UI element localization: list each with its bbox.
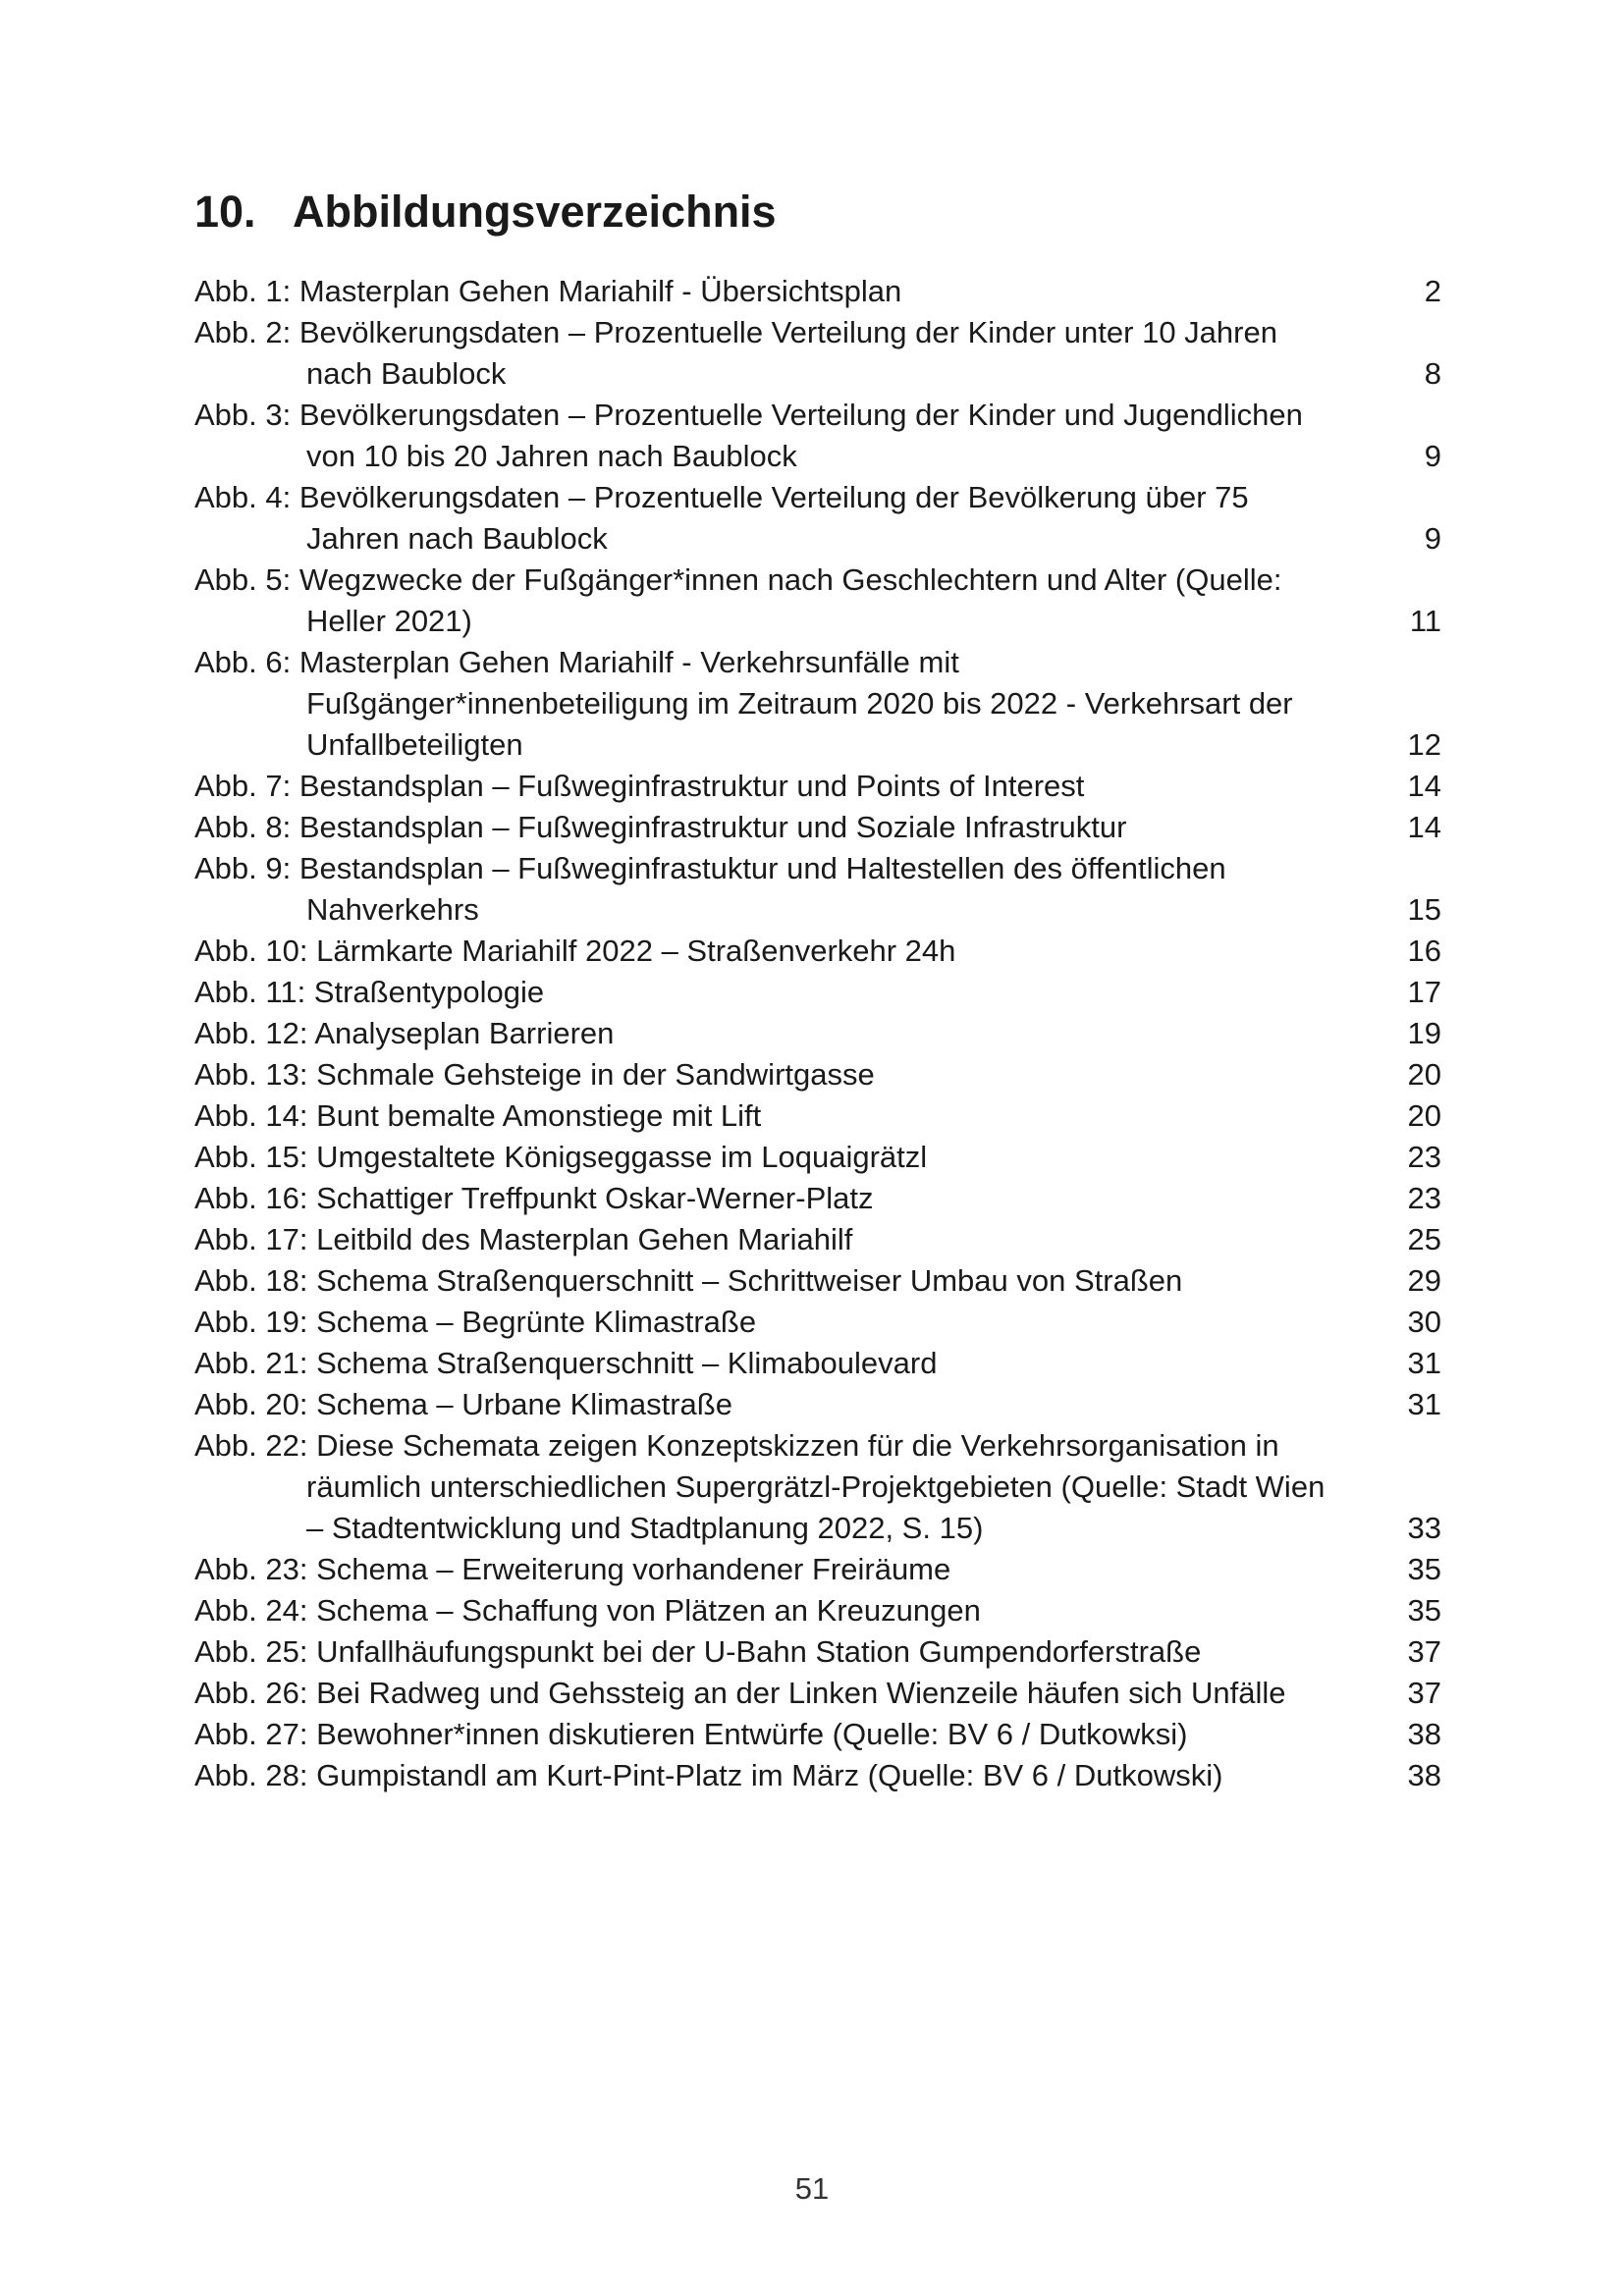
figure-caption: Abb. 3: Bevölkerungsdaten – Prozentuelle Verteilung der Kinder und Jugendlichen [194,398,1303,432]
figure-caption: Abb. 20: Schema – Urbane Klimastraße [194,1387,732,1421]
figure-page-number: 11 [1409,604,1441,638]
figure-caption: Abb. 17: Leitbild des Masterplan Gehen Mariahilf [194,1222,853,1256]
figure-entry [194,1714,1441,1755]
figure-entry [194,1054,1441,1095]
figure-caption: Abb. 21: Schema Straßenquerschnitt – Klimaboulevard [194,1346,938,1380]
figure-page-number: 9 [1424,439,1441,473]
figure-page-number: 37 [1407,1676,1441,1710]
figure-entry [194,1755,1441,1796]
figure-caption: Abb. 16: Schattiger Treffpunkt Oskar-Werner-Platz [194,1181,874,1215]
figure-caption-continuation: Fußgänger*innenbeteiligung im Zeitraum 2020 bis 2022 - Verkehrsart der [306,686,1293,721]
figure-page-number: 20 [1407,1098,1441,1133]
figure-caption: Abb. 23: Schema – Erweiterung vorhandener Freiräume [194,1552,951,1586]
figure-page-number: 15 [1407,892,1441,927]
section-heading [194,183,777,241]
section-number: 10. [194,187,256,237]
figure-caption-continuation: Jahren nach Baublock [306,521,608,556]
figure-caption: Abb. 19: Schema – Begrünte Klimastraße [194,1305,757,1339]
figure-page-number: 25 [1407,1222,1441,1256]
figure-entry [194,1590,1441,1631]
figure-entry [194,642,1441,766]
figure-caption: Abb. 22: Diese Schemata zeigen Konzeptskizzen für die Verkehrsorganisation in [194,1428,1279,1463]
figure-page-number: 29 [1407,1263,1441,1298]
figure-entry [194,1425,1441,1549]
figure-page-number: 38 [1407,1717,1441,1751]
figure-entry [194,1631,1441,1673]
figure-caption: Abb. 12: Analyseplan Barrieren [194,1016,615,1050]
figure-page-number: 31 [1407,1346,1441,1380]
figure-caption: Abb. 24: Schema – Schaffung von Plätzen an Kreuzungen [194,1593,981,1628]
figure-page-number: 2 [1424,274,1441,308]
figure-entry [194,1013,1441,1054]
section-title: Abbildungsverzeichnis [293,187,777,237]
figure-entry [194,395,1441,477]
figure-caption-continuation: nach Baublock [306,356,507,391]
figure-caption: Abb. 2: Bevölkerungsdaten – Prozentuelle Verteilung der Kinder unter 10 Jahren [194,315,1277,349]
figure-entry [194,931,1441,972]
page-number: 51 [794,2171,830,2206]
figure-entry [194,1384,1441,1425]
figure-caption-continuation: von 10 bis 20 Jahren nach Baublock [306,439,797,473]
figure-list [194,271,1441,1796]
figure-entry [194,312,1441,395]
figure-caption: Abb. 10: Lärmkarte Mariahilf 2022 – Straßenverkehr 24h [194,934,956,968]
figure-caption-continuation: Nahverkehrs [306,892,479,927]
figure-caption: Abb. 25: Unfallhäufungspunkt bei der U-Bahn Station Gumpendorferstraße [194,1634,1202,1669]
figure-page-number: 20 [1407,1057,1441,1092]
figure-caption: Abb. 27: Bewohner*innen diskutieren Entwürfe (Quelle: BV 6 / Dutkowksi) [194,1717,1188,1751]
figure-entry [194,1260,1441,1302]
figure-page-number: 35 [1407,1552,1441,1586]
figure-caption-continuation: räumlich unterschiedlichen Supergrätzl-Projektgebieten (Quelle: Stadt Wien [306,1469,1326,1504]
figure-page-number: 17 [1407,975,1441,1009]
figure-entry [194,807,1441,848]
figure-page-number: 14 [1407,810,1441,844]
figure-caption-continuation: – Stadtentwicklung und Stadtplanung 2022, S. 15) [306,1511,984,1545]
figure-page-number: 23 [1407,1140,1441,1174]
figure-entry [194,1095,1441,1137]
figure-page-number: 33 [1407,1511,1441,1545]
figure-page-number: 12 [1407,727,1441,762]
figure-caption: Abb. 15: Umgestaltete Königseggasse im Loquaigrätzl [194,1140,928,1174]
figure-page-number: 19 [1407,1016,1441,1050]
figure-entry [194,1219,1441,1260]
figure-page-number: 37 [1407,1634,1441,1669]
figure-entry [194,1549,1441,1590]
figure-page-number: 38 [1407,1758,1441,1792]
figure-page-number: 30 [1407,1305,1441,1339]
figure-caption: Abb. 7: Bestandsplan – Fußweginfrastruktur und Points of Interest [194,769,1085,803]
figure-entry [194,1137,1441,1178]
figure-caption: Abb. 13: Schmale Gehsteige in der Sandwirtgasse [194,1057,875,1092]
figure-entry [194,1673,1441,1714]
figure-entry [194,477,1441,560]
figure-caption: Abb. 4: Bevölkerungsdaten – Prozentuelle Verteilung der Bevölkerung über 75 [194,480,1249,514]
figure-entry [194,560,1441,642]
figure-entry [194,766,1441,807]
figure-caption-continuation: Heller 2021) [306,604,472,638]
figure-caption: Abb. 18: Schema Straßenquerschnitt – Schrittweiser Umbau von Straßen [194,1263,1183,1298]
figure-caption: Abb. 14: Bunt bemalte Amonstiege mit Lift [194,1098,762,1133]
figure-entry [194,271,1441,312]
figure-entry [194,1343,1441,1384]
figure-caption: Abb. 6: Masterplan Gehen Mariahilf - Verkehrsunfälle mit [194,645,959,679]
figure-caption: Abb. 28: Gumpistandl am Kurt-Pint-Platz im März (Quelle: BV 6 / Dutkowski) [194,1758,1223,1792]
figure-entry [194,972,1441,1013]
figure-page-number: 8 [1424,356,1441,391]
figure-caption: Abb. 1: Masterplan Gehen Mariahilf - Übersichtsplan [194,274,902,308]
figure-page-number: 31 [1407,1387,1441,1421]
figure-caption: Abb. 8: Bestandsplan – Fußweginfrastruktur und Soziale Infrastruktur [194,810,1127,844]
figure-page-number: 23 [1407,1181,1441,1215]
figure-caption: Abb. 11: Straßentypologie [194,975,545,1009]
figure-page-number: 9 [1424,521,1441,556]
figure-caption: Abb. 5: Wegzwecke der Fußgänger*innen nach Geschlechtern und Alter (Quelle: [194,562,1282,597]
figure-entry [194,1302,1441,1343]
figure-entry [194,1178,1441,1219]
figure-page-number: 14 [1407,769,1441,803]
figure-page-number: 16 [1407,934,1441,968]
figure-caption-continuation: Unfallbeteiligten [306,727,523,762]
figure-entry [194,848,1441,931]
figure-caption: Abb. 26: Bei Radweg und Gehssteig an der Linken Wienzeile häufen sich Unfälle [194,1676,1286,1710]
figure-caption: Abb. 9: Bestandsplan – Fußweginfrastuktur und Haltestellen des öffentlichen [194,851,1226,885]
figure-page-number: 35 [1407,1593,1441,1628]
